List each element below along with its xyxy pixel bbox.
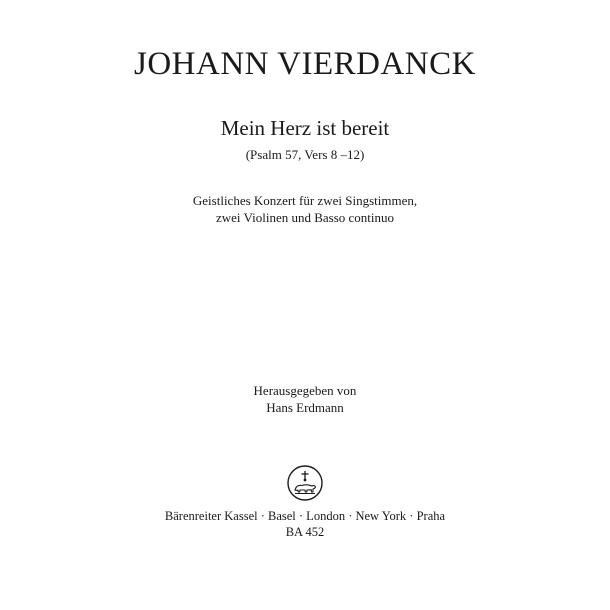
editor-label: Herausgegeben von	[253, 383, 357, 398]
work-description	[0, 192, 610, 226]
publisher-imprint	[0, 508, 610, 540]
description-line-1: Geistliches Konzert für zwei Singstimmen,	[192, 193, 418, 208]
work-title: Mein Herz ist bereit	[220, 116, 390, 140]
composer-name: JOHANN VIERDANCK	[134, 46, 476, 82]
description-line-2: zwei Violinen und Basso continuo	[215, 210, 395, 225]
publisher-cities: Bärenreiter Kassel · Basel · London · New York · Praha	[164, 509, 446, 523]
editor-name: Hans Erdmann	[266, 400, 344, 415]
work-subtitle: (Psalm 57, Vers 8 –12)	[245, 147, 365, 162]
editor-credit	[0, 382, 610, 416]
catalog-number: BA 452	[285, 525, 325, 539]
baerenreiter-logo-icon	[286, 464, 324, 502]
